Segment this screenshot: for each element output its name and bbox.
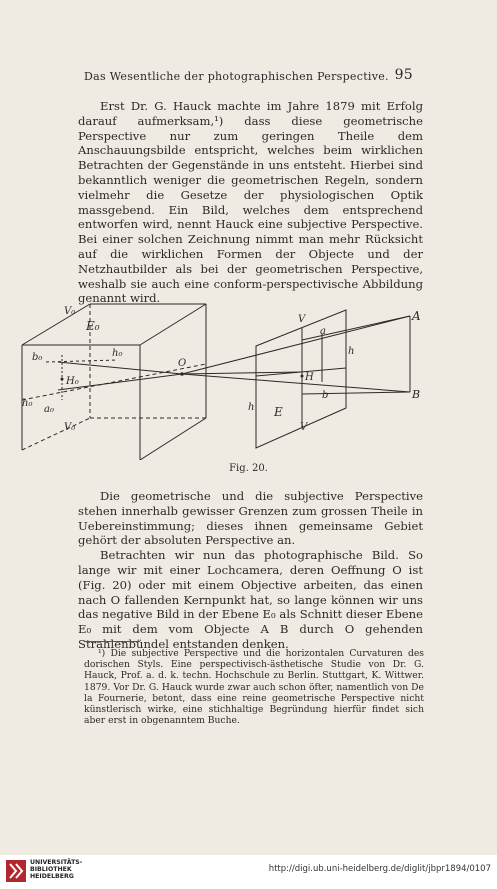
footnote (84, 648, 424, 726)
footnote-text: ¹) Die subjective Perspective und die horizontalen Curvaturen des dorischen Styls. Eine perspectivisch-ästhetische Studie von Dr. G. Hauck, Prof. a. d. k. techn. Hochschule zu Berlin. Stuttgart, K. Wittwer. 1879. Vor Dr. G. Hauck wurde zwar auch schon öfter, namentlich von De la Fournerie, betont, dass eine reine geometrische Perspective nicht künstlerisch wirke, eine stichhaltige Begründung hierfür findet sich aber erst in obgenanntem Buche. (84, 648, 424, 727)
figure-caption: Fig. 20. (229, 463, 268, 474)
h-point (301, 375, 304, 378)
label-B: B (412, 388, 421, 401)
ray-line (302, 392, 410, 394)
label-H0: H₀ (66, 376, 79, 387)
running-title: Das Wesentliche der photographischen Perspective. (84, 70, 389, 83)
label-b: b (322, 390, 329, 401)
label-h-right: h (348, 346, 355, 357)
university-logo-icon (6, 860, 26, 882)
box-line (140, 418, 206, 460)
paragraph-text: Betrachten wir nun das photographische Bild. So lange wir mit einer Lochcamera, deren Oeffnung O ist (Fig. 20) oder mit einem Objective arbeiten, das einen nach O fallenden Kernpunkt hat, so lange können wir uns das negative Bild in der Ebene E₀ als Schnitt dieser Ebene E₀ mit dem vom Objecte A B durch O gehenden Strahlenbündel entstanden denken. (78, 548, 423, 651)
label-O: O (178, 358, 187, 369)
h0-point (61, 378, 64, 381)
footnote-rule (84, 641, 140, 642)
label-V-bottom: V (300, 422, 308, 433)
label-a0: a₀ (44, 404, 54, 415)
label-V: V (298, 314, 306, 325)
logo-text: UNIVERSITÄTS- BIBLIOTHEK HEIDELBERG (30, 859, 83, 880)
label-h0-top: h₀ (112, 348, 123, 359)
label-b0: b₀ (32, 352, 43, 363)
ray-line (302, 316, 410, 340)
figure-20-diagram (18, 300, 488, 460)
ray-line (182, 374, 410, 392)
box-line (140, 304, 206, 345)
image-line (46, 360, 118, 362)
ray-line (58, 362, 182, 374)
center-point (180, 372, 184, 376)
label-h-left: h (248, 402, 255, 413)
plane-horizontal (256, 368, 346, 376)
label-E: E (274, 405, 283, 419)
ray-line (182, 316, 410, 374)
body-paragraph-2 (78, 489, 423, 652)
label-a: a (320, 326, 326, 337)
ray-line (22, 364, 206, 400)
label-h0-left: h₀ (22, 398, 33, 409)
box-hidden-line (22, 418, 90, 450)
label-H: H (305, 372, 314, 383)
box-line (22, 304, 90, 345)
label-V0-bottom: V₀ (64, 422, 76, 433)
label-A: A (412, 309, 421, 323)
paragraph-text: Die geometrische und die subjective Perspective stehen innerhalb gewisser Grenzen zum grossen Theile in Uebereinstimmung; dieses ihnen gemeinsame Gebiet gehört der absoluten Perspective an. (78, 489, 423, 548)
page-number: 95 (394, 67, 413, 83)
paragraph-text: Erst Dr. G. Hauck machte im Jahre 1879 mit Erfolg darauf aufmerksam,¹) dass diese geometrische Perspective nur zum geringen Theile dem Anschauungsbilde entspricht, welches beim wirklichen Betrachten der Gegenstände in uns entsteht. Hierbei sind bekanntlich weniger die geometrischen Regeln, sondern vielmehr die Gesetze der physiologischen Optik massgebend. Ein Bild, welches dem entsprechend entworfen wird, nennt Hauck eine subjective Perspective. Bei einer solchen Zeichnung nimmt man mehr Rücksicht auf die wirklichen Formen der Objecte und der Netzhautbilder als bei der geometrischen Perspective, weshalb sie auch eine conform-perspectivische Abbildung genannt wird. (78, 99, 423, 306)
label-V0: V₀ (64, 306, 76, 317)
body-paragraph-1 (78, 99, 423, 306)
source-url-link[interactable]: http://digi.ub.uni-heidelberg.de/diglit/jbpr1894/0107 (268, 864, 491, 874)
label-E0: E₀ (86, 319, 100, 333)
